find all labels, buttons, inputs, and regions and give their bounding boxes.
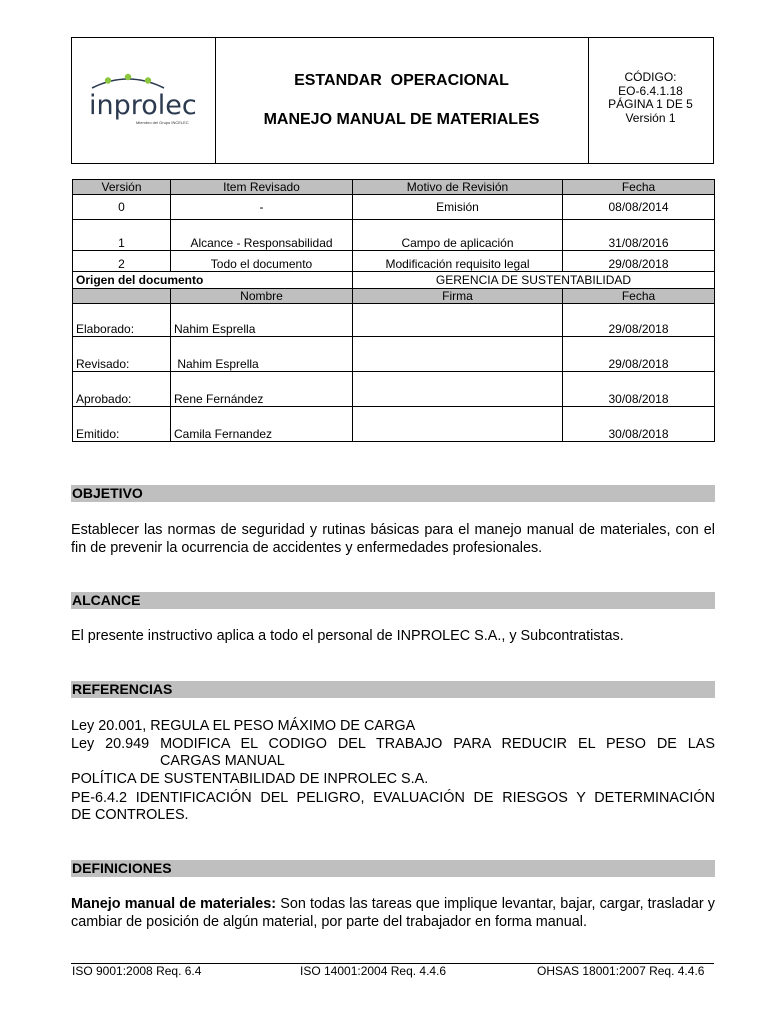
header-cell: Item Revisado xyxy=(171,180,353,195)
header-cell: Fecha xyxy=(563,289,715,304)
table-cell: 31/08/2016 xyxy=(563,220,715,251)
logo-cell xyxy=(72,38,216,163)
table-row xyxy=(73,251,715,272)
approval-date: 30/08/2018 xyxy=(563,372,715,407)
revision-table xyxy=(72,179,715,442)
approval-name: Nahim Esprella xyxy=(171,304,353,337)
title-cell xyxy=(215,38,589,163)
table-header-row xyxy=(73,180,715,195)
header-cell xyxy=(73,289,171,304)
code-cell xyxy=(588,38,713,163)
approval-name: Camila Fernandez xyxy=(171,407,353,442)
table-cell: Alcance - Responsabilidad xyxy=(171,220,353,251)
approval-name: Nahim Esprella xyxy=(171,337,353,372)
page-number: PÁGINA 1 DE 5 xyxy=(608,97,693,111)
approval-role: Aprobado: xyxy=(73,372,171,407)
table-cell: 0 xyxy=(73,195,171,220)
code-value: EO-6.4.1.18 xyxy=(618,83,683,98)
reference-item-continuation: CARGAS MANUAL xyxy=(160,753,285,769)
table-cell: 2 xyxy=(73,251,171,272)
definition-paragraph xyxy=(71,895,715,931)
version-label: Versión 1 xyxy=(625,110,676,125)
approval-row xyxy=(73,337,715,372)
origin-row xyxy=(73,272,715,289)
table-row xyxy=(73,195,715,220)
table-cell: Campo de aplicación xyxy=(353,220,563,251)
approval-row xyxy=(73,372,715,407)
table-cell: Todo el documento xyxy=(171,251,353,272)
section-heading-referencias: REFERENCIAS xyxy=(71,681,715,698)
table-row xyxy=(73,220,715,251)
section-heading-objetivo: OBJETIVO xyxy=(71,485,715,502)
signature-cell xyxy=(353,337,563,372)
table-cell: - xyxy=(171,195,353,220)
header-cell: Fecha xyxy=(563,180,715,195)
objetivo-text: Establecer las normas de seguridad y rutinas básicas para el manejo manual de materiales, con el fin de prevenir la ocurrencia de accidentes y enfermedades profesionales. xyxy=(71,522,715,556)
approval-date: 29/08/2018 xyxy=(563,304,715,337)
table-cell: Modificación requisito legal xyxy=(353,251,563,272)
logo-wordmark: inprolec xyxy=(89,90,197,121)
approval-role: Elaborado: xyxy=(73,304,171,337)
section-heading-definiciones: DEFINICIONES xyxy=(71,860,715,877)
header-cell: Versión xyxy=(73,180,171,195)
table-cell: Emisión xyxy=(353,195,563,220)
alcance-text: El presente instructivo aplica a todo el personal de INPROLEC S.A., y Subcontratistas. xyxy=(71,628,624,644)
document-title: MANEJO MANUAL DE MATERIALES xyxy=(263,111,540,128)
signature-cell xyxy=(353,372,563,407)
approval-date: 29/08/2018 xyxy=(563,337,715,372)
approval-date: 30/08/2018 xyxy=(563,407,715,442)
reference-item: PE-6.4.2 IDENTIFICACIÓN DEL PELIGRO, EVALUACIÓN DE RIESGOS Y DETERMINACIÓN xyxy=(71,790,715,806)
code-label: CÓDIGO: xyxy=(624,70,677,84)
definition-text: Son todas las tareas que implique levantar, bajar, cargar, trasladar y cambiar de posición de algún material, por parte del trabajador en forma manual. xyxy=(71,896,715,930)
signature-cell xyxy=(353,407,563,442)
section-heading-alcance: ALCANCE xyxy=(71,592,715,609)
reference-item: POLÍTICA DE SUSTENTABILIDAD DE INPROLEC S.A. xyxy=(71,771,429,787)
definition-term: Manejo manual de materiales: xyxy=(71,896,277,912)
logo-arc-icon xyxy=(88,72,168,92)
table-cell: 1 xyxy=(73,220,171,251)
reference-item: Ley 20.949 MODIFICA EL CODIGO DEL TRABAJO PARA REDUCIR EL PESO DE LAS xyxy=(71,736,715,752)
header-cell: Nombre xyxy=(171,289,353,304)
table-cell: 29/08/2018 xyxy=(563,251,715,272)
footer-ohsas-18001: OHSAS 18001:2007 Req. 4.4.6 xyxy=(537,964,705,978)
origin-value: GERENCIA DE SUSTENTABILIDAD xyxy=(353,272,715,289)
approval-name: Rene Fernández xyxy=(171,372,353,407)
footer-iso-9001: ISO 9001:2008 Req. 6.4 xyxy=(72,964,202,978)
document-type-title: ESTANDAR OPERACIONAL xyxy=(294,72,509,89)
approval-row xyxy=(73,304,715,337)
header-cell: Motivo de Revisión xyxy=(353,180,563,195)
logo-tagline: Miembro del Grupo INCELEC xyxy=(136,120,189,125)
origin-label: Origen del documento xyxy=(73,272,353,289)
document-header xyxy=(71,37,714,164)
table-cell: 08/08/2014 xyxy=(563,195,715,220)
approval-role: Revisado: xyxy=(73,337,171,372)
reference-item: Ley 20.001, REGULA EL PESO MÁXIMO DE CARGA xyxy=(71,718,416,734)
signature-cell xyxy=(353,304,563,337)
footer-iso-14001: ISO 14001:2004 Req. 4.4.6 xyxy=(300,964,447,978)
approval-row xyxy=(73,407,715,442)
reference-item-continuation: DE CONTROLES. xyxy=(71,807,189,823)
approval-header-row xyxy=(73,289,715,304)
approval-role: Emitido: xyxy=(73,407,171,442)
header-cell: Firma xyxy=(353,289,563,304)
